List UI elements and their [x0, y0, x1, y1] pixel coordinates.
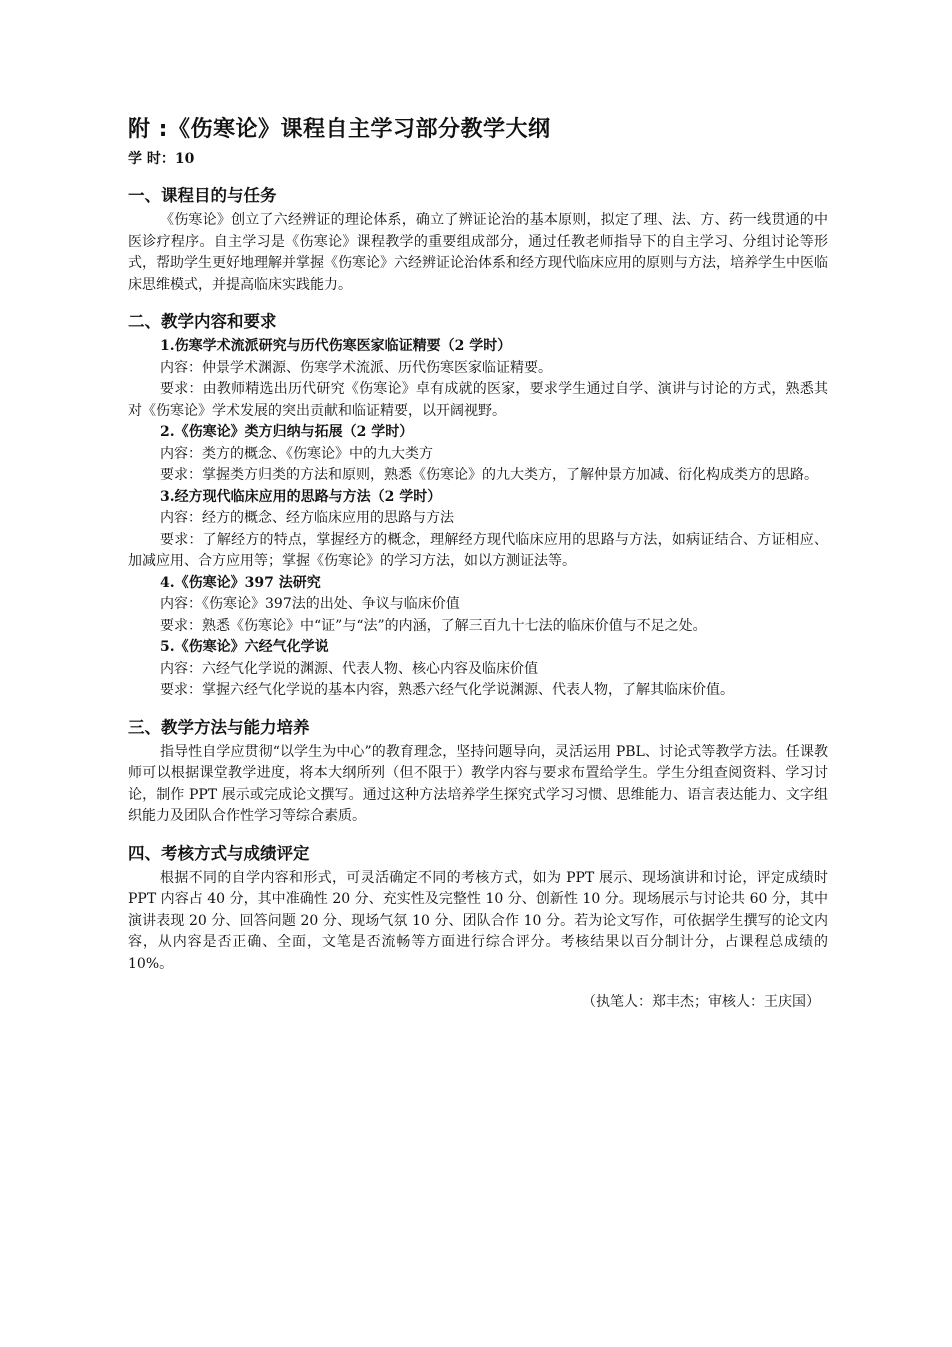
section-3-paragraph: 指导性自学应贯彻“以学生为中心”的教育理念，坚持问题导向，灵活运用 PBL、讨论式等教学方法。任课教师可以根据课堂教学进度，将本大纲所列（但不限于）教学内容与要求布置给学生。学生分组查阅资料、学习讨论，制作 PPT 展示或完成论文撰写。通过这种方法培养学生探究式学习习惯、思维能力、语言表达能力、文字组织能力及团队合作性学习等综合素质。 [128, 743, 828, 824]
section-heading-2: 二、教学内容和要求 [128, 312, 277, 331]
section-heading-4: 四、考核方式与成绩评定 [128, 843, 310, 863]
signature-line: （执笔人：郑丰杰；审核人：王庆国） [582, 994, 820, 1010]
item-1-requirement: 要求：由教师精选出历代研究《伤寒论》卓有成就的医家，要求学生通过自学、演讲与讨论的方式，熟悉其对《伤寒论》学术发展的突出贡献和临证精要，以开阔视野。 [128, 381, 828, 419]
hours-value: 10 [174, 151, 195, 167]
document-title: 附 :《伤寒论》课程自主学习部分教学大纲 [128, 117, 551, 142]
course-hours [128, 148, 828, 170]
item-1-title: 1.伤寒学术流派研究与历代伤寒医家临证精要（2 学时） [160, 338, 512, 354]
item-3-requirement: 要求：了解经方的特点，掌握经方的概念，理解经方现代临床应用的思路与方法，如病证结合、方证相应、加减应用、合方应用等；掌握《伤寒论》的学习方法，如以方测证法等。 [128, 531, 828, 569]
item-4-title: 4.《伤寒论》397 法研究 [160, 574, 321, 591]
item-4-content: 内容：《伤寒论》397法的出处、争议与临床价值 [160, 596, 460, 612]
item-4-requirement: 要求：熟悉《伤寒论》中“证”与“法”的内涵，了解三百九十七法的临床价值与不足之处。 [160, 617, 707, 634]
item-5-requirement: 要求：掌握六经气化学说的基本内容，熟悉六经气化学说渊源、代表人物，了解其临床价值。 [160, 682, 734, 698]
item-3-content: 内容：经方的概念、经方临床应用的思路与方法 [160, 510, 454, 526]
section-heading-3: 三、教学方法与能力培养 [128, 717, 310, 737]
item-1-content: 内容：仲景学术渊源、伤寒学术流派、历代伤寒医家临证精要。 [160, 359, 552, 376]
item-2-title: 2.《伤寒论》类方归纳与拓展（2 学时） [160, 424, 414, 440]
item-5-content: 内容：六经气化学说的渊源、代表人物、核心内容及临床价值 [160, 660, 538, 677]
item-2-content: 内容：类方的概念、《伤寒论》中的九大类方 [160, 445, 433, 462]
item-2-requirement: 要求：掌握类方归类的方法和原则，熟悉《伤寒论》的九大类方，了解仲景方加减、衍化构成类方的思路。 [160, 467, 818, 483]
item-5-title: 5.《伤寒论》六经气化学说 [160, 639, 329, 655]
section-heading-1: 一、课程目的与任务 [128, 186, 277, 205]
section-4-paragraph: 根据不同的自学内容和形式，可灵活确定不同的考核方式，如为 PPT 展示、现场演讲和讨论，评定成绩时 PPT 内容占 40 分，其中准确性 20 分、充实性及完整性 10 分、创新性 10 分。现场展示与讨论共 60 分，其中演讲表现 20 分、回答问题 20 分、现场气氛 10 分、团队合作 10 分。若为论文写作，可依据学生撰写的论文内容，从内容是否正确、全面，文笔是否流畅等方面进行综合评分。考核结果以百分制计分，占课程总成绩的 10%。 [128, 869, 828, 972]
item-3-title: 3.经方现代临床应用的思路与方法（2 学时） [160, 488, 442, 505]
section-1-paragraph: 《伤寒论》创立了六经辨证的理论体系，确立了辨证论治的基本原则，拟定了理、法、方、药一线贯通的中医诊疗程序。自主学习是《伤寒论》课程教学的重要组成部分，通过任教老师指导下的自主学习、分组讨论等形式，帮助学生更好地理解并掌握《伤寒论》六经辨证论治体系和经方现代临床应用的原则与方法，培养学生中医临床思维模式，并提高临床实践能力。 [128, 212, 828, 293]
hours-label: 学 时： [128, 151, 175, 167]
syllabus-page [128, 112, 828, 1013]
